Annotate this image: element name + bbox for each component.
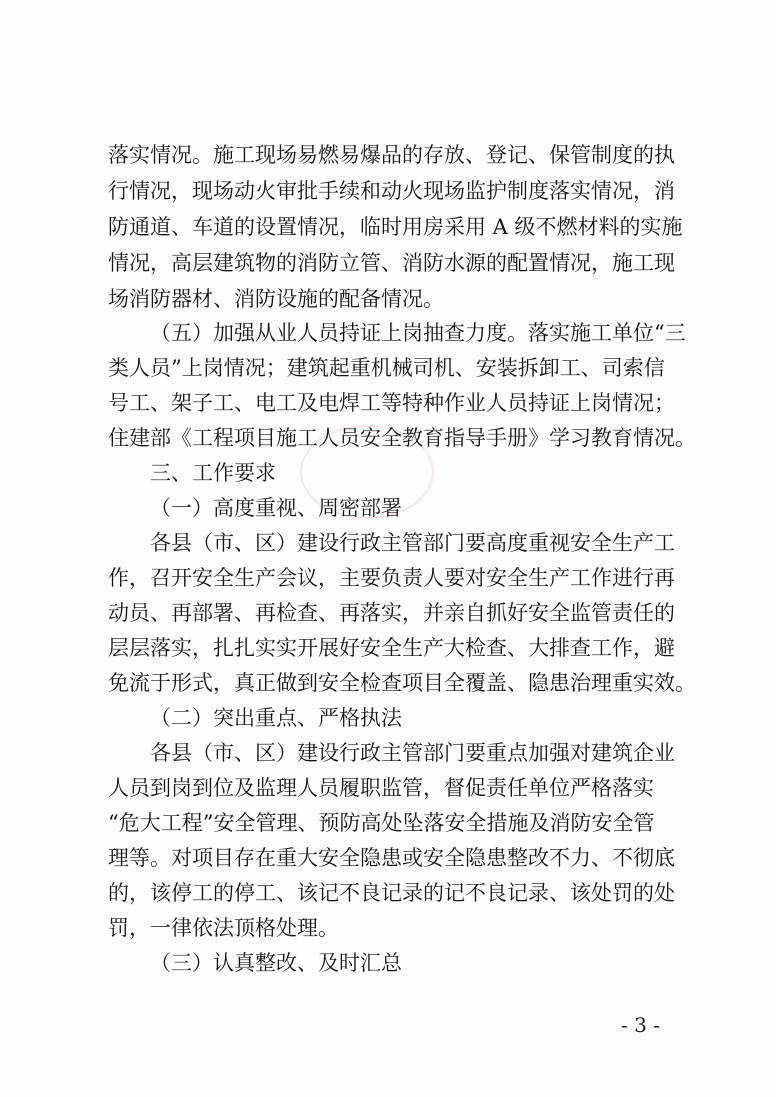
- text-line-12: 各县（市、区）建设行政主管部门要高度重视安全生产工: [150, 531, 675, 555]
- text-line-4: 情况，高层建筑物的消防立管、消防水源的配置情况，施工现: [108, 251, 675, 275]
- text-line-21: 理等。对项目存在重大安全隐患或安全隐患整改不力、不彻底: [108, 846, 675, 870]
- text-line-22: 的，该停工的停工、该记不良记录的记不良记录、该处罚的处: [108, 881, 675, 905]
- text-line-2: 行情况，现场动火审批手续和动火现场监护制度落实情况，消: [108, 179, 675, 203]
- text-line-6: （五）加强从业人员持证上岗抽查力度。落实施工单位“三: [150, 321, 686, 345]
- text-line-20: “危大工程”安全管理、预防高处坠落安全措施及消防安全管: [108, 811, 655, 835]
- text-line-5: 场消防器材、消防设施的配备情况。: [108, 287, 444, 311]
- text-line-18: 各县（市、区）建设行政主管部门要重点加强对建筑企业: [150, 741, 675, 765]
- subheading-1: （一）高度重视、周密部署: [150, 496, 402, 520]
- text-line-3: 防通道、车道的设置情况，临时用房采用 A 级不燃材料的实施: [108, 215, 683, 239]
- subheading-2: （二）突出重点、严格执法: [150, 706, 402, 730]
- text-line-15: 层层落实，扎扎实实开展好安全生产大检查、大排查工作，避: [108, 636, 675, 660]
- text-line-7: 类人员”上岗情况；建筑起重机械司机、安装拆卸工、司索信: [108, 356, 665, 380]
- text-line-16: 免流于形式，真正做到安全检查项目全覆盖、隐患治理重实效。: [108, 671, 696, 695]
- page-number: - 3 -: [621, 1013, 660, 1037]
- text-line-23: 罚，一律依法顶格处理。: [108, 916, 339, 940]
- text-line-1: 落实情况。施工现场易燃易爆品的存放、登记、保管制度的执: [108, 143, 675, 167]
- subheading-3: （三）认真整改、及时汇总: [150, 951, 402, 975]
- text-line-14: 动员、再部署、再检查、再落实，并亲自抓好安全监管责任的: [108, 601, 675, 625]
- text-line-9: 住建部《工程项目施工人员安全教育指导手册》学习教育情况。: [108, 426, 696, 450]
- text-line-8: 号工、架子工、电工及电焊工等特种作业人员持证上岗情况；: [108, 391, 675, 415]
- section-heading: 三、工作要求: [150, 461, 276, 485]
- text-line-13: 作，召开安全生产会议，主要负责人要对安全生产工作进行再: [108, 566, 675, 590]
- text-line-19: 人员到岗到位及监理人员履职监管，督促责任单位严格落实: [108, 776, 654, 800]
